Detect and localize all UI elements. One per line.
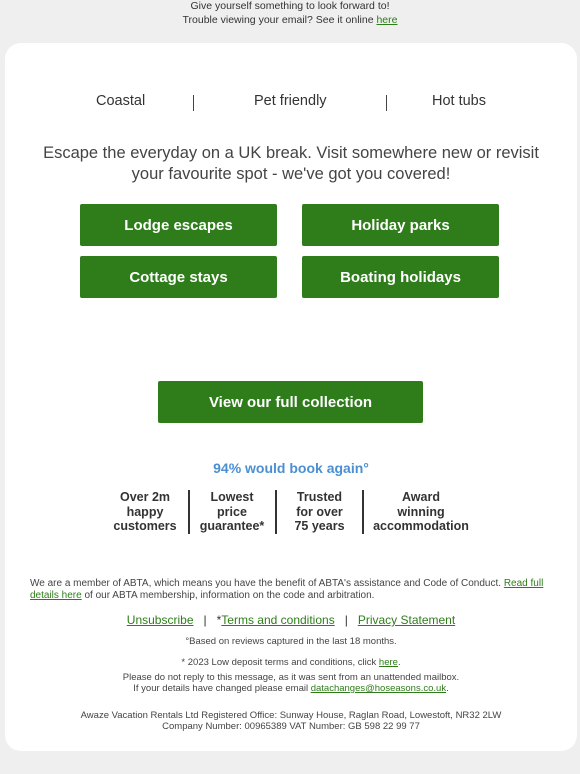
privacy-link[interactable]: Privacy Statement (357, 613, 456, 627)
feature-line: guarantee* (199, 519, 265, 533)
abta-notice (30, 578, 560, 602)
cottage-stays-button[interactable]: Cottage stays (80, 256, 277, 298)
feature-trusted (282, 490, 357, 534)
feature-divider (275, 490, 277, 534)
details-changed-suffix: . (446, 683, 449, 694)
terms-asterisk: * (216, 613, 222, 627)
abta-text: We are a member of ABTA, which means you have the benefit of ABTA's assistance and Code of Conduct. (30, 578, 504, 589)
footer-link-separator: | (203, 613, 207, 627)
company-registered-office: Awaze Vacation Rentals Ltd Registered Office: Sunway House, Raglan Road, Lowestoft, NR32 2LW (80, 710, 502, 721)
feature-line: Over 2m (119, 490, 171, 504)
nav-item-pet-friendly[interactable]: Pet friendly (254, 93, 327, 109)
holiday-parks-button[interactable]: Holiday parks (302, 204, 499, 246)
terms-link[interactable]: Terms and conditions (221, 613, 335, 627)
deposit-note-text: * 2023 Low deposit terms and conditions, click (181, 657, 379, 668)
intro-text: Escape the everyday on a UK break. Visit somewhere new or revisit your favourite spot - we've got you covered! (43, 144, 539, 183)
feature-divider (362, 490, 364, 534)
feature-line: for over (296, 504, 343, 519)
company-numbers: Company Number: 00965389 VAT Number: GB 598 22 99 77 (162, 721, 420, 732)
view-online-link[interactable]: here (376, 13, 398, 26)
feature-line: Award (402, 490, 440, 504)
nav-divider (193, 95, 194, 111)
rating-headline: 94% would book again° (213, 460, 369, 476)
nav-divider (386, 95, 387, 111)
abta-text: of our ABTA membership, information on the code and arbitration. (81, 590, 375, 601)
deposit-note (5, 657, 577, 669)
nav-item-hot-tubs[interactable]: Hot tubs (432, 93, 486, 109)
feature-line: customers (113, 519, 177, 533)
email-card (5, 43, 577, 751)
preheader-view-online-text: Trouble viewing your email? See it online (182, 13, 377, 26)
noreply-note: Please do not reply to this message, as it was sent from an unattended mailbox. (122, 672, 460, 683)
view-collection-button[interactable]: View our full collection (158, 381, 423, 423)
unsubscribe-link[interactable]: Unsubscribe (126, 613, 194, 627)
feature-line: winning (397, 504, 445, 519)
preheader-view-online (0, 14, 580, 28)
feature-divider (188, 490, 190, 534)
boating-holidays-button[interactable]: Boating holidays (302, 256, 499, 298)
feature-award (371, 490, 471, 534)
abta-details-link[interactable]: Read full details here (30, 578, 544, 601)
preheader (0, 0, 580, 27)
deposit-terms-link[interactable]: here (378, 657, 398, 668)
footer-links (5, 613, 577, 627)
details-changed-note (5, 683, 577, 695)
nav-item-coastal[interactable]: Coastal (96, 93, 146, 109)
datachanges-email-link[interactable]: datachanges@hoseasons.co.uk (310, 683, 447, 694)
feature-line: accommodation (373, 519, 469, 533)
feature-line: Trusted (296, 490, 343, 504)
footer-link-separator: | (344, 613, 348, 627)
details-changed-text: If your details have changed please email (133, 683, 311, 694)
feature-customers (105, 490, 185, 534)
feature-price (194, 490, 270, 534)
feature-line: 75 years (294, 519, 345, 533)
feature-line: price (217, 504, 247, 519)
feature-line: Lowest (210, 490, 254, 504)
preheader-tagline: Give yourself something to look forward to! (190, 0, 390, 12)
deposit-note-suffix: . (397, 657, 401, 668)
feature-line: happy (126, 504, 164, 519)
lodge-escapes-button[interactable]: Lodge escapes (80, 204, 277, 246)
reviews-note: °Based on reviews captured in the last 18 months. (185, 636, 397, 647)
category-nav (5, 93, 577, 115)
